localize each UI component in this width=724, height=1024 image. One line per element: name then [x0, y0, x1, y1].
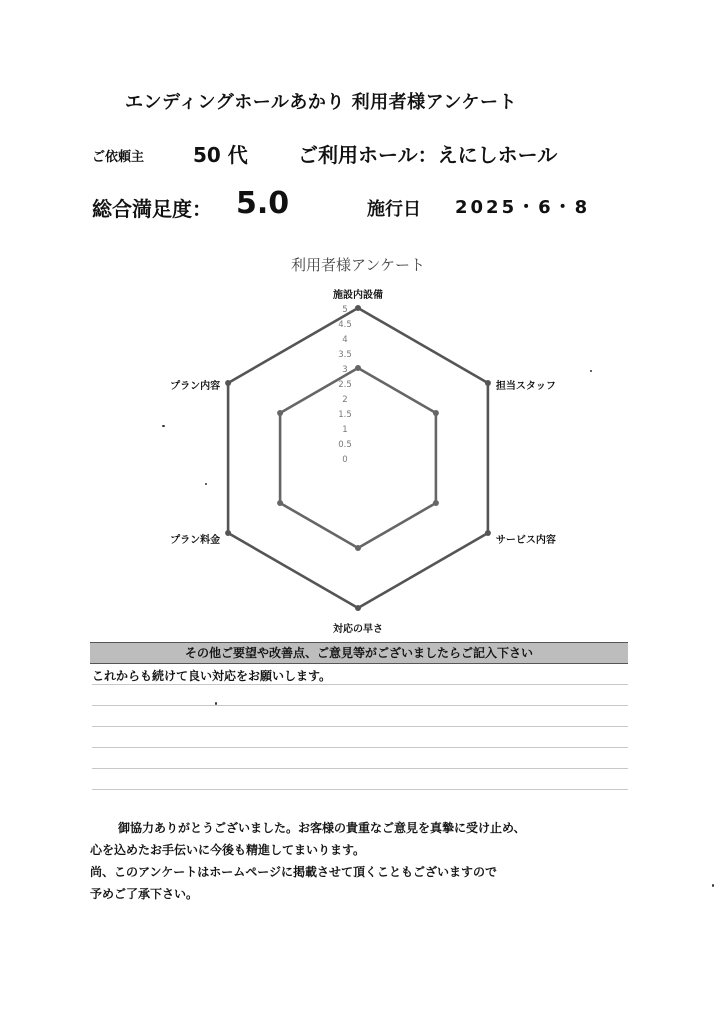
category-label: 施設内設備	[333, 290, 383, 301]
tick-label: 4.5	[338, 320, 352, 330]
data-point	[355, 545, 361, 551]
category-label: サービス内容	[495, 535, 556, 546]
tick-label: 4	[342, 335, 348, 345]
data-point	[485, 530, 491, 536]
data-point	[355, 365, 361, 371]
tick-label: 3	[342, 365, 348, 375]
data-point	[225, 530, 231, 536]
tick-label: 1.5	[338, 410, 352, 420]
comment-line	[92, 768, 628, 769]
tick-label: 3.5	[338, 350, 352, 360]
category-label: プラン料金	[170, 535, 221, 546]
data-point	[277, 500, 283, 506]
comments-header: その他ご要望や改善点、ご意見等がございましたらご記入下さい	[90, 642, 628, 664]
data-point	[433, 410, 439, 416]
tick-label: 5	[342, 305, 348, 315]
series-line-1	[228, 308, 488, 608]
comment-line	[92, 789, 628, 790]
tick-label: 0.5	[338, 440, 352, 450]
category-label: 担当スタッフ	[495, 381, 556, 392]
category-label: プラン内容	[170, 381, 221, 392]
category-label: 対応の早さ	[333, 624, 383, 635]
radar-chart	[150, 250, 580, 635]
data-point	[355, 605, 361, 611]
tick-label: 2	[342, 395, 348, 405]
client-value: 50 代	[193, 143, 248, 167]
scan-speck	[162, 425, 165, 427]
hall-label: ご利用ホール：えにしホール	[298, 143, 558, 167]
satisfaction-label: 総合満足度：	[92, 197, 212, 221]
scan-speck	[590, 370, 592, 372]
comment-line	[92, 747, 628, 748]
tick-label: 2.5	[338, 380, 352, 390]
scan-speck	[215, 702, 217, 705]
tick-label: 0	[342, 455, 348, 465]
date-label: 施行日	[367, 199, 421, 220]
data-point	[355, 305, 361, 311]
page-title: エンディングホールあかり 利用者様アンケート	[125, 92, 518, 113]
client-label: ご依頼主	[92, 150, 145, 165]
scan-speck	[205, 483, 207, 485]
satisfaction-value: 5.0	[236, 186, 290, 221]
closing-line-2: 心を込めたお手伝いに今後も精進してまいります。	[90, 843, 366, 857]
chart-title: 利用者様アンケート	[290, 256, 426, 274]
tick-label: 1	[342, 425, 348, 435]
scan-speck	[712, 884, 714, 887]
closing-line-1: 御協力ありがとうございました。お客様の貴重なご意見を真摯に受け止め、	[118, 821, 526, 835]
series-line-2	[280, 368, 436, 548]
data-point	[277, 410, 283, 416]
comments-text: これからも続けて良い対応をお願いします。	[92, 669, 332, 683]
date-value: 2025・6・8	[455, 197, 591, 218]
comment-line	[92, 684, 628, 685]
closing-line-4: 予めご了承下さい。	[90, 887, 199, 901]
comment-line	[92, 705, 628, 706]
comment-line	[92, 726, 628, 727]
closing-line-3: 尚、このアンケートはホームページに掲載させて頂くこともございますので	[90, 865, 498, 879]
data-point	[225, 380, 231, 386]
data-point	[485, 380, 491, 386]
data-point	[433, 500, 439, 506]
